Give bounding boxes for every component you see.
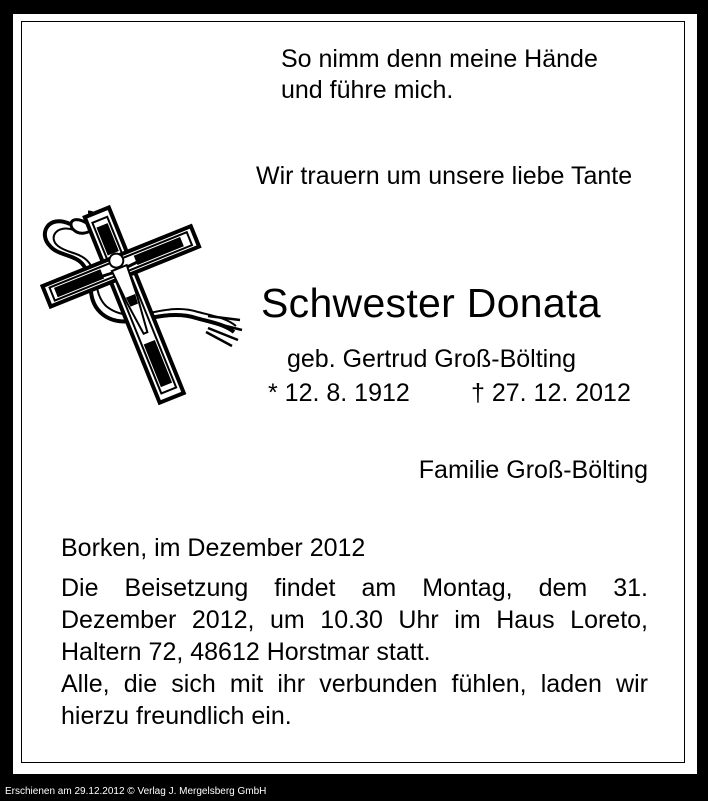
verse <box>281 44 598 106</box>
birth-name: geb. Gertrud Groß-Bölting <box>287 345 577 373</box>
burial-text: Die Beisetzung findet am Montag, dem 31. Dezember 2012, um 10.30 Uhr im Haus Loreto, Haltern 72, 48612 Horstmar statt. <box>61 574 648 666</box>
family-signature: Familie Groß-Bölting <box>418 456 648 484</box>
publication-footer: Erschienen am 29.12.2012 © Verlag J. Mergelsberg GmbH <box>5 786 267 797</box>
deceased-name: Schwester Donata <box>261 280 601 326</box>
burial-info <box>61 572 648 732</box>
birth-date: * 12. 8. 1912 <box>268 379 410 407</box>
place-date: Borken, im Dezember 2012 <box>61 534 366 562</box>
mourning-text: Wir trauern um unsere liebe Tante <box>256 162 633 190</box>
invitation-text: Alle, die sich mit ihr verbunden fühlen, laden wir hierzu freundlich ein. <box>61 670 648 730</box>
death-date: † 27. 12. 2012 <box>471 379 631 407</box>
crucifix-with-rosary-icon <box>28 194 248 414</box>
obituary-card <box>13 14 697 774</box>
verse-line-2: und führe mich. <box>281 76 454 104</box>
verse-line-1: So nimm denn meine Hände <box>281 45 598 73</box>
